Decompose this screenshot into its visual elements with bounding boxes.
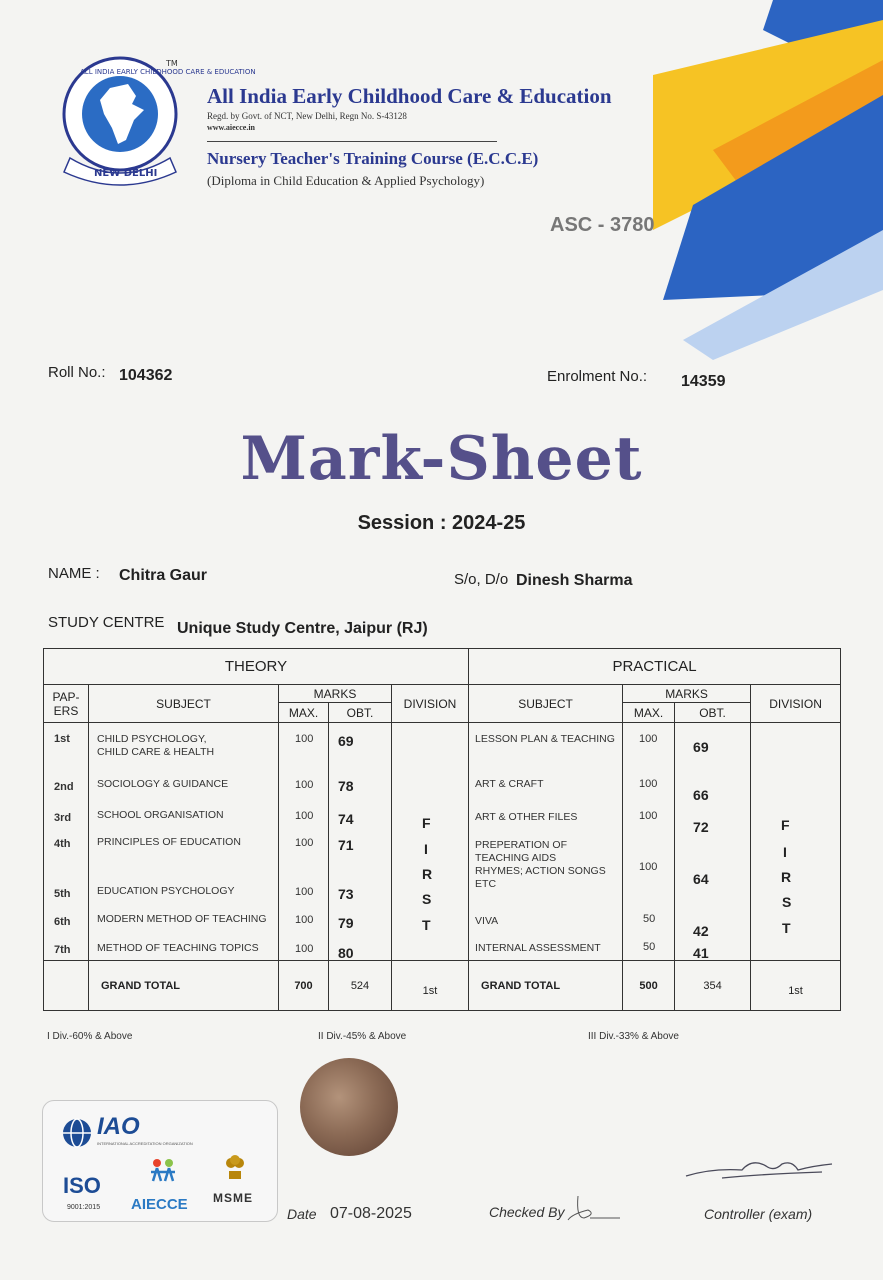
checked-by-label: Checked By	[489, 1204, 565, 1220]
practical-obt: 41	[693, 945, 709, 961]
paper-number: 3rd	[54, 812, 72, 824]
iso-year: 9001:2015	[67, 1204, 101, 1211]
enrolment-label: Enrolment No.:	[547, 368, 648, 385]
theory-header: THEORY	[44, 649, 469, 685]
theory-division-column	[392, 723, 469, 961]
practical-max: 100	[639, 861, 658, 873]
study-centre-value: Unique Study Centre, Jaipur (RJ)	[177, 620, 428, 637]
study-centre-label: STUDY CENTRE	[48, 614, 165, 631]
parent-label: S/o, D/o	[454, 571, 509, 588]
theory-max-column	[279, 723, 329, 961]
practical-obt: 42	[693, 923, 709, 939]
division-letter: S	[782, 894, 792, 910]
theory-max: 100	[295, 943, 314, 955]
org-name: All India Early Childhood Care & Education	[207, 84, 612, 108]
division-letter: I	[424, 841, 428, 857]
hologram-seal	[300, 1058, 398, 1156]
theory-total-obt: 524	[329, 961, 392, 1011]
theory-subject: METHOD OF TEACHING TOPICS	[97, 942, 259, 954]
name-label: NAME :	[48, 565, 100, 582]
papers-header: PAP- ERS	[44, 685, 89, 723]
practical-division-header: DIVISION	[751, 685, 841, 723]
division-letter: R	[422, 866, 433, 882]
practical-subject: VIVA	[475, 915, 499, 927]
division-letter: F	[781, 817, 790, 833]
serial-number: ASC - 3780	[550, 214, 655, 236]
svg-text:NEW DELHI: NEW DELHI	[94, 168, 158, 179]
paper-number: 1st	[54, 733, 70, 745]
grand-total-spacer	[44, 961, 89, 1011]
theory-grand-total-label: GRAND TOTAL	[89, 961, 279, 1011]
practical-max: 100	[639, 810, 658, 822]
paper-number: 2nd	[54, 781, 74, 793]
theory-subject: MODERN METHOD OF TEACHING	[97, 913, 267, 925]
practical-subjects-column	[469, 723, 623, 961]
division-criteria-second: II Div.-45% & Above	[318, 1031, 407, 1042]
course-subtitle: (Diploma in Child Education & Applied Psychology)	[207, 173, 485, 188]
practical-max: 100	[639, 778, 658, 790]
practical-subject: ART & CRAFT	[475, 778, 544, 790]
practical-total-obt: 354	[675, 961, 751, 1011]
theory-max-header: MAX.	[279, 703, 329, 723]
practical-obt-header: OBT.	[675, 703, 751, 723]
practical-marks-header: MARKS	[623, 685, 751, 703]
theory-total-division: 1st	[392, 961, 469, 1011]
theory-obt: 80	[338, 945, 354, 961]
theory-max: 100	[295, 886, 314, 898]
theory-obt: 79	[338, 915, 354, 931]
session: Session : 2024-25	[357, 512, 526, 534]
theory-max: 100	[295, 810, 314, 822]
theory-obt: 78	[338, 778, 354, 794]
paper-number: 4th	[54, 838, 71, 850]
theory-obt-header: OBT.	[329, 703, 392, 723]
svg-text:TM: TM	[166, 59, 178, 68]
course-title: Nursery Teacher's Training Course (E.C.C.E)	[207, 149, 539, 168]
theory-marks-header: MARKS	[279, 685, 392, 703]
children-icon	[145, 1155, 181, 1191]
theory-max: 100	[295, 914, 314, 926]
msme-logo: MSME	[213, 1191, 253, 1205]
roll-label: Roll No.:	[48, 364, 106, 381]
practical-subject-header: SUBJECT	[469, 685, 623, 723]
globe-icon	[61, 1117, 93, 1149]
practical-subject: INTERNAL ASSESSMENT	[475, 942, 601, 954]
division-criteria-third: III Div.-33% & Above	[588, 1031, 679, 1042]
theory-max: 100	[295, 837, 314, 849]
practical-max: 50	[643, 941, 656, 953]
theory-obt-column	[329, 723, 392, 961]
theory-division-header: DIVISION	[392, 685, 469, 723]
theory-subject-header: SUBJECT	[89, 685, 279, 723]
theory-subject: EDUCATION PSYCHOLOGY	[97, 885, 235, 897]
page-title: Mark-Sheet	[240, 424, 643, 494]
practical-obt-column	[675, 723, 751, 961]
theory-subject: CHILD PSYCHOLOGY, CHILD CARE & HEALTH	[97, 733, 215, 758]
theory-obt: 71	[338, 837, 354, 853]
division-letter: I	[783, 844, 787, 860]
practical-grand-total-label: GRAND TOTAL	[469, 961, 623, 1011]
practical-obt: 69	[693, 739, 709, 755]
division-letter: T	[782, 920, 791, 936]
iso-logo: ISO	[63, 1173, 101, 1198]
corner-decoration	[653, 0, 883, 360]
theory-obt: 73	[338, 886, 354, 902]
controller-label: Controller (exam)	[704, 1206, 813, 1222]
practical-max: 50	[643, 913, 656, 925]
paper-number: 6th	[54, 916, 71, 928]
aiecce-logo: AIECCE	[131, 1196, 188, 1213]
theory-max: 100	[295, 733, 314, 745]
practical-obt: 64	[693, 871, 709, 887]
iao-logo: IAO	[97, 1113, 140, 1140]
theory-total-max: 700	[279, 961, 329, 1011]
roll-value: 104362	[119, 367, 173, 384]
date-label: Date	[287, 1206, 317, 1222]
theory-subject: SOCIOLOGY & GUIDANCE	[97, 778, 229, 790]
practical-obt: 66	[693, 787, 709, 803]
division-letter: S	[422, 891, 432, 907]
org-registration: Regd. by Govt. of NCT, New Delhi, Regn No. S-43128	[207, 111, 407, 121]
theory-subject: PRINCIPLES OF EDUCATION	[97, 836, 241, 848]
practical-header: PRACTICAL	[469, 649, 841, 685]
practical-division-column	[751, 723, 841, 961]
paper-number: 7th	[54, 944, 71, 956]
practical-subject: LESSON PLAN & TEACHING	[475, 733, 615, 745]
svg-text:ALL INDIA EARLY CHILDHOOD CARE: ALL INDIA EARLY CHILDHOOD CARE & EDUCATION	[80, 68, 256, 76]
parent-value: Dinesh Sharma	[516, 572, 633, 589]
practical-total-division: 1st	[751, 961, 841, 1011]
practical-subject: PREPERATION OF TEACHING AIDS RHYMES; ACTION SONGS ETC	[475, 839, 606, 890]
practical-max-column	[623, 723, 675, 961]
date-value: 07-08-2025	[330, 1205, 412, 1222]
accreditation-badges	[42, 1100, 278, 1222]
division-criteria-first: I Div.-60% & Above	[47, 1031, 133, 1042]
theory-obt: 74	[338, 811, 354, 827]
practical-total-max: 500	[623, 961, 675, 1011]
practical-max-header: MAX.	[623, 703, 675, 723]
header-divider	[207, 141, 497, 142]
national-emblem-icon	[223, 1153, 247, 1183]
practical-max: 100	[639, 733, 658, 745]
name-value: Chitra Gaur	[119, 567, 208, 584]
theory-obt: 69	[338, 733, 354, 749]
checker-signature	[560, 1188, 630, 1228]
org-website: www.aiecce.in	[207, 123, 255, 132]
division-letter: R	[781, 869, 792, 885]
enrolment-value: 14359	[681, 373, 726, 390]
iao-subtitle: INTERNATIONAL ACCREDITATION ORGANIZATION	[97, 1141, 193, 1146]
theory-subjects-column	[89, 723, 279, 961]
division-letter: F	[422, 815, 431, 831]
paper-number: 5th	[54, 888, 71, 900]
theory-max: 100	[295, 779, 314, 791]
controller-signature	[682, 1150, 842, 1190]
theory-subject: SCHOOL ORGANISATION	[97, 809, 224, 821]
practical-obt: 72	[693, 819, 709, 835]
division-letter: T	[422, 917, 431, 933]
theory-papers-column	[44, 723, 89, 961]
marks-table	[43, 648, 841, 1011]
practical-subject: ART & OTHER FILES	[475, 811, 578, 823]
